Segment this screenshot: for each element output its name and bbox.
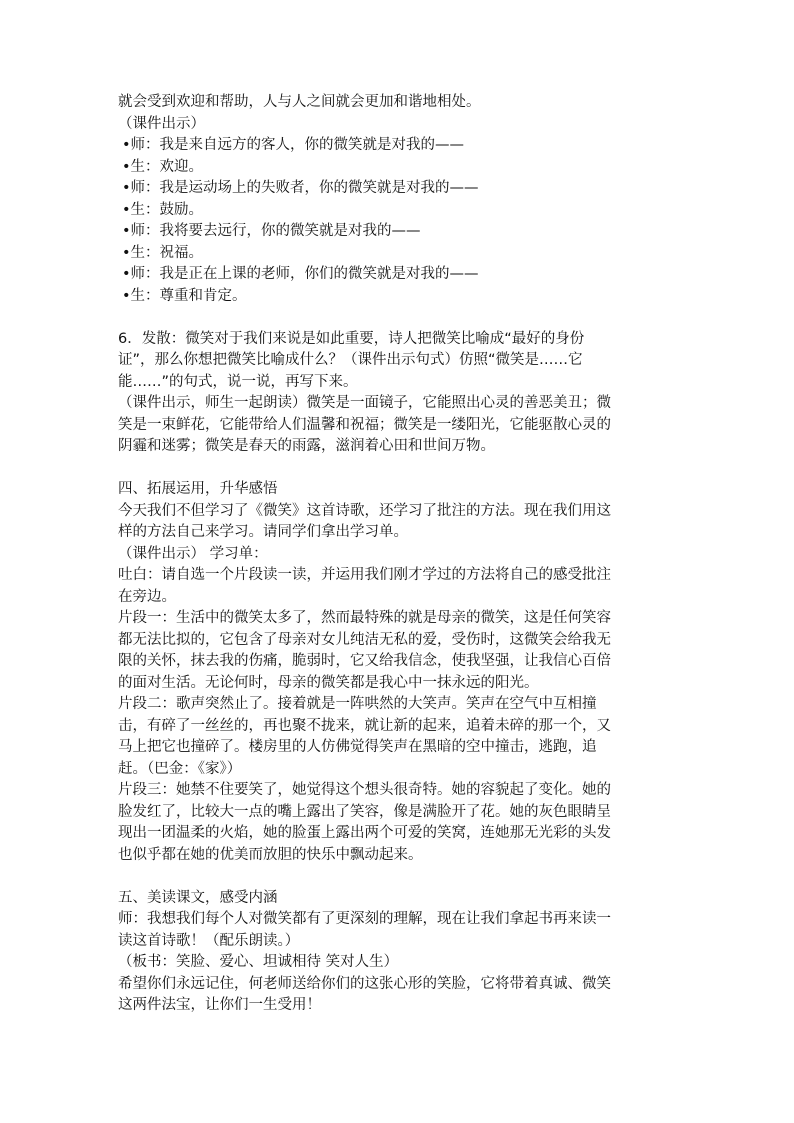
section6-line: 6．发散：微笑对于我们来说是如此重要，诗人把微笑比喻成“最好的身份	[118, 330, 585, 347]
section6-line: 能……”的句式，说一说，再写下来。	[118, 373, 358, 390]
section4-line: 都无法比拟的，它包含了母亲对女儿纯洁无私的爱，受伤时，这微笑会给我无	[118, 631, 611, 648]
section-5	[118, 888, 678, 1017]
dialog-line: •生：尊重和肯定。	[122, 287, 247, 304]
spacer	[118, 458, 678, 480]
section4-line: 在旁边。	[118, 588, 176, 605]
section5-line: 这两件法宝，让你们一生受用！	[118, 997, 321, 1013]
dialog-line: •师：我是正在上课的老师，你们的微笑就是对我的——	[122, 266, 479, 282]
dialog-line: •师：我是运动场上的失败者，你的微笑就是对我的——	[122, 180, 479, 196]
section5-heading: 五、美读课文，感受内涵	[118, 889, 278, 906]
section4-line: 样的方法自己来学习。请同学们拿出学习单。	[118, 524, 408, 540]
reading-line: 阴霾和迷雾；微笑是春天的雨露，滋润着心田和世间万物。	[118, 438, 495, 454]
section4-line: （课件出示） 学习单：	[118, 545, 268, 562]
intro-line: 就会受到欢迎和帮助，人与人之间就会更加和谐地相处。	[118, 94, 481, 110]
spacer	[118, 307, 678, 329]
section-6	[118, 329, 678, 458]
dialog-line: •师：我将要去远行，你的微笑就是对我的——	[122, 223, 421, 239]
section4-line: 击，有碎了一丝丝的，再也聚不拢来，就让新的起来，追着未碎的那一个，又	[118, 717, 611, 734]
section4-line: 吐白：请自选一个片段读一读，并运用我们刚才学过的方法将自己的感受批注	[118, 567, 611, 583]
dialog-line: •生：欢迎。	[122, 158, 204, 175]
section4-line: 也似乎都在她的优美而放胆的快乐中飘动起来。	[118, 846, 423, 863]
section4-line: 片段一：生活中的微笑太多了，然而最特殊的就是母亲的微笑，这是任何笑容	[118, 610, 611, 626]
section4-heading: 四、拓展运用，升华感悟	[118, 481, 278, 497]
section5-line: （板书：笑脸、爱心、坦诚相待 笑对人生）	[118, 954, 399, 970]
dialog-list	[118, 135, 678, 307]
section4-line: 片段二：歌声突然止了。接着就是一阵哄然的大笑声。笑声在空气中互相撞	[118, 696, 597, 712]
dialog-line: •生：祝福。	[122, 244, 204, 261]
section5-line: 读这首诗歌！（配乐朗读。）	[118, 932, 300, 949]
dialog-line: •师：我是来自远方的客人，你的微笑就是对我的——	[122, 137, 465, 153]
reading-line: 笑是一束鲜花，它能带给人们温馨和祝福；微笑是一缕阳光，它能驱散心灵的	[118, 416, 611, 433]
section4-line: 今天我们不但学习了《微笑》这首诗歌，还学习了批注的方法。现在我们用这	[118, 502, 611, 519]
section-4	[118, 479, 678, 866]
courseware-label: （课件出示）	[118, 115, 205, 132]
section4-line: 片段三：她禁不住要笑了，她觉得这个想头很奇特。她的容貌起了变化。她的	[118, 782, 611, 798]
reading-line: （课件出示，师生一起朗读）微笑是一面镜子，它能照出心灵的善恶美丑；微	[118, 395, 611, 411]
section5-line: 希望你们永远记住，何老师送给你们的这张心形的笑脸，它将带着真诚、微笑	[118, 975, 611, 992]
section4-line: 马上把它也撞碎了。楼房里的人仿佛觉得笑声在黑暗的空中撞击，逃跑，追	[118, 739, 597, 755]
section4-line: 脸发红了，比较大一点的嘴上露出了笑容，像是满脸开了花。她的灰色眼睛呈	[118, 803, 611, 820]
spacer	[118, 866, 678, 888]
dialog-line: •生：鼓励。	[122, 201, 204, 218]
section6-line: 证”，那么你想把微笑比喻成什么？（课件出示句式）仿照“微笑是……它	[118, 352, 583, 368]
section5-line: 师：我想我们每个人对微笑都有了更深刻的理解，现在让我们拿起书再来读一	[118, 911, 611, 927]
section4-line: 的面对生活。无论何时，母亲的微笑都是我心中一抹永远的阳光。	[118, 674, 539, 691]
section4-line: 现出一团温柔的火焰，她的脸蛋上露出两个可爱的笑窝，连她那无光彩的头发	[118, 825, 611, 841]
section4-line: 赶。（巴金：《家》）	[118, 760, 242, 777]
section4-line: 限的关怀，抹去我的伤痛，脆弱时，它又给我信念，使我坚强，让我信心百倍	[118, 653, 611, 669]
document-page	[118, 92, 678, 1017]
